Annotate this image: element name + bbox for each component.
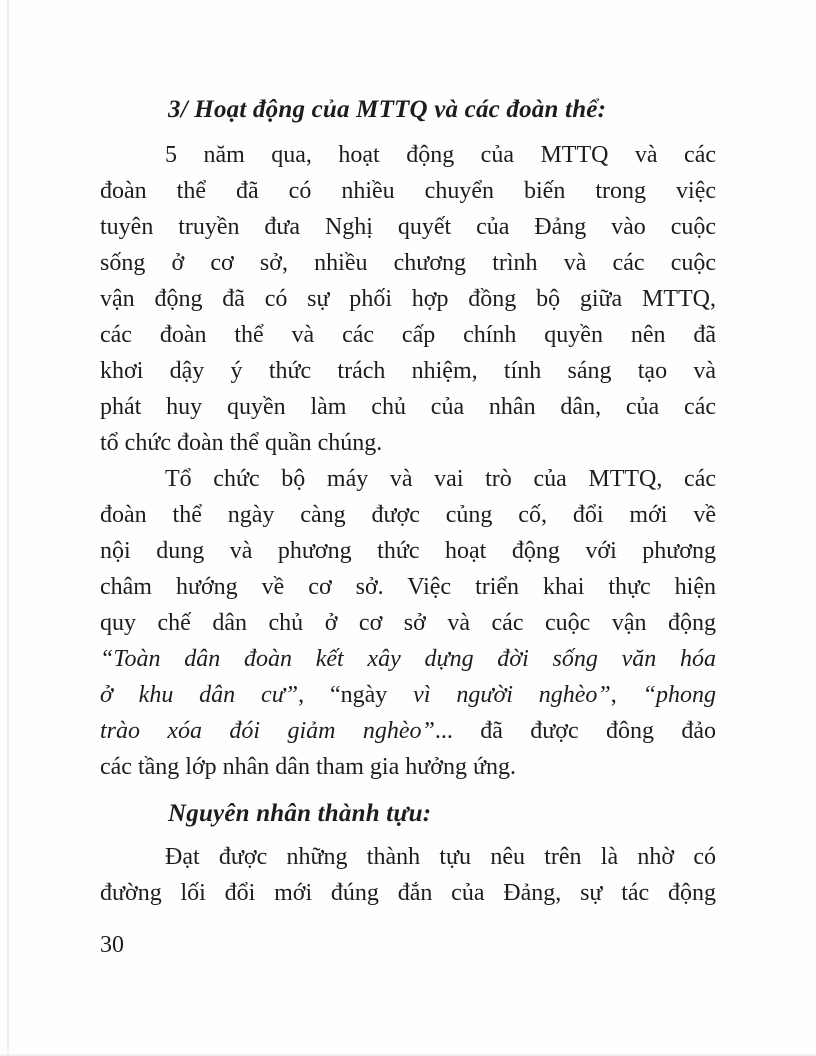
- text-line: [100, 461, 716, 497]
- text-segment: đã được đông đảo: [480, 718, 717, 744]
- italic-text-segment: “Toàn dân đoàn kết xây dựng đời sống văn hóa: [100, 646, 716, 672]
- text-line: [100, 173, 716, 209]
- italic-text-segment: trào xóa đói giảm nghèo”: [100, 718, 435, 744]
- text-segment: nội dung và phương thức hoạt động với phương: [100, 538, 716, 564]
- text-segment: Đạt được những thành tựu nêu trên là nhờ có: [165, 844, 716, 870]
- text-line: [100, 569, 716, 605]
- text-segment: tuyên truyền đưa Nghị quyết của Đảng vào cuộc: [100, 214, 716, 240]
- text-line: [100, 209, 716, 245]
- text-segment: tổ chức đoàn thể quần chúng.: [100, 430, 383, 456]
- text-line: [100, 749, 716, 785]
- page-number: 30: [100, 932, 124, 958]
- text-line: [100, 713, 716, 749]
- text-segment: các đoàn thể và các cấp chính quyền nên đã: [100, 322, 716, 348]
- text-segment: đường lối đổi mới đúng đắn của Đảng, sự tác động: [100, 880, 716, 906]
- text-line: [100, 497, 716, 533]
- text-line: [100, 137, 716, 173]
- text-segment: châm hướng về cơ sở. Việc triển khai thực hiện: [100, 574, 716, 600]
- text-line: [100, 839, 716, 875]
- page-text-block: [100, 92, 716, 911]
- text-segment: đoàn thể đã có nhiều chuyển biến trong việc: [100, 178, 716, 204]
- section-heading-mttq-activities: 3/ Hoạt động của MTTQ và các đoàn thể:: [168, 96, 607, 123]
- italic-text-segment: ở khu dân cư”: [100, 682, 299, 708]
- text-segment: ,: [610, 682, 643, 708]
- text-line: [100, 605, 716, 641]
- text-line: [100, 353, 716, 389]
- text-line: [100, 245, 716, 281]
- subsection-heading-achievement-causes: Nguyên nhân thành tựu:: [168, 800, 432, 827]
- text-line: [100, 875, 716, 911]
- italic-text-segment: vì người nghèo”: [413, 682, 611, 708]
- text-segment: , “ngày: [298, 682, 414, 708]
- text-segment: vận động đã có sự phối hợp đồng bộ giữa MTTQ,: [100, 286, 716, 312]
- paragraph-mttq-organization: [100, 461, 716, 785]
- text-line: [100, 281, 716, 317]
- text-segment: khơi dậy ý thức trách nhiệm, tính sáng tạo và: [100, 358, 716, 384]
- text-segment: đoàn thể ngày càng được củng cố, đổi mới về: [100, 502, 716, 528]
- text-segment: phát huy quyền làm chủ của nhân dân, của các: [100, 394, 716, 420]
- italic-text-segment: “phong: [642, 682, 716, 708]
- scan-edge-artifact-left: [7, 0, 9, 1056]
- text-segment: 5 năm qua, hoạt động của MTTQ và các: [165, 142, 716, 168]
- text-line: [100, 677, 716, 713]
- text-line: [100, 317, 716, 353]
- text-segment: các tầng lớp nhân dân tham gia hưởng ứng.: [100, 754, 516, 780]
- text-line: [100, 533, 716, 569]
- text-segment: ...: [434, 718, 481, 744]
- text-segment: Tổ chức bộ máy và vai trò của MTTQ, các: [165, 466, 716, 492]
- paragraph-mttq-5-years: [100, 137, 716, 461]
- text-segment: quy chế dân chủ ở cơ sở và các cuộc vận động: [100, 610, 716, 636]
- text-line: [100, 641, 716, 677]
- paragraph-achievement-causes: [100, 839, 716, 911]
- text-segment: sống ở cơ sở, nhiều chương trình và các cuộc: [100, 250, 716, 276]
- text-line: [100, 425, 716, 461]
- text-line: [100, 389, 716, 425]
